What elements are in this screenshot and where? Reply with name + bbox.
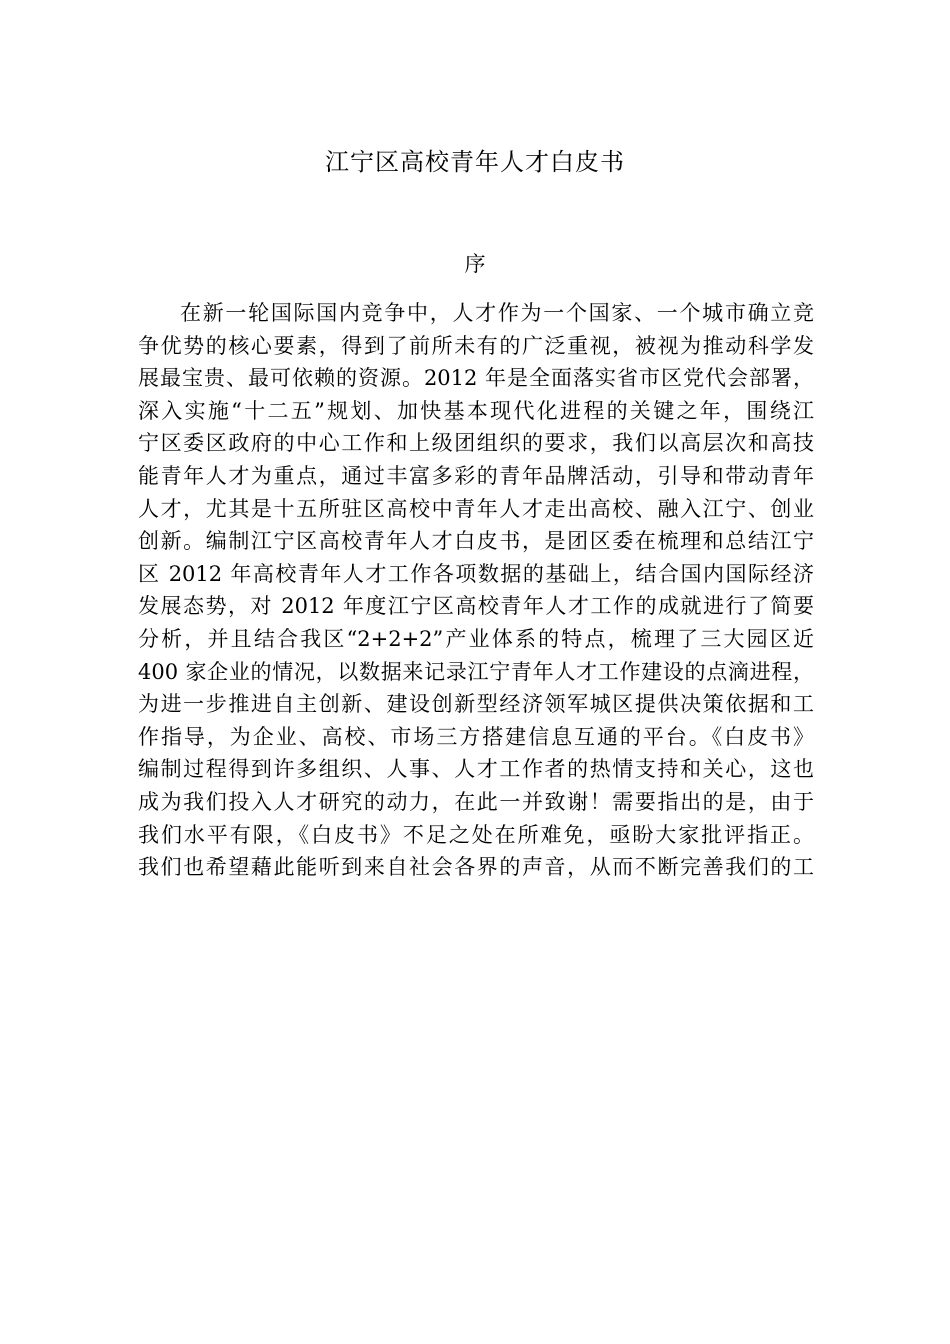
text-line: 我们也希望藉此能听到来自社会各界的声音，从而不断完善我们的工 <box>138 855 814 880</box>
section-heading: 序 <box>464 252 486 276</box>
text-line: 编制过程得到许多组织、人事、人才工作者的热情支持和关心，这也 <box>138 757 814 782</box>
text-line: 400 家企业的情况，以数据来记录江宁青年人才工作建设的点滴进程， <box>138 659 814 684</box>
text-line: 我们水平有限，《白皮书》不足之处在所难免，亟盼大家批评指正。 <box>138 822 814 847</box>
text-line: 分析，并且结合我区“2+2+2”产业体系的特点，梳理了三大园区近 <box>138 626 814 651</box>
text-line: 争优势的核心要素，得到了前所未有的广泛重视，被视为推动科学发 <box>138 333 814 358</box>
text-line: 深入实施“十二五”规划、加快基本现代化进程的关键之年，围绕江 <box>138 398 814 423</box>
text-line: 能青年人才为重点，通过丰富多彩的青年品牌活动，引导和带动青年 <box>138 463 814 488</box>
text-line: 在新一轮国际国内竞争中，人才作为一个国家、一个城市确立竞 <box>180 301 814 325</box>
text-line: 作指导，为企业、高校、市场三方搭建信息互通的平台。《白皮书》 <box>138 724 814 749</box>
text-line: 人才，尤其是十五所驻区高校中青年人才走出高校、融入江宁、创业 <box>138 496 814 521</box>
document-title: 江宁区高校青年人才白皮书 <box>325 148 625 176</box>
text-line: 创新。编制江宁区高校青年人才白皮书，是团区委在梳理和总结江宁 <box>138 529 814 554</box>
text-line: 为进一步推进自主创新、建设创新型经济领军城区提供决策依据和工 <box>138 692 814 717</box>
text-line: 展最宝贵、最可依赖的资源。2012 年是全面落实省市区党代会部署， <box>138 366 814 391</box>
text-line: 成为我们投入人才研究的动力，在此一并致谢！需要指出的是，由于 <box>138 789 814 814</box>
text-line: 发展态势，对 2012 年度江宁区高校青年人才工作的成就进行了简要 <box>138 594 814 619</box>
text-line: 宁区委区政府的中心工作和上级团组织的要求，我们以高层次和高技 <box>138 431 814 456</box>
body-paragraph <box>138 297 814 884</box>
text-line: 区 2012 年高校青年人才工作各项数据的基础上，结合国内国际经济 <box>138 561 814 586</box>
